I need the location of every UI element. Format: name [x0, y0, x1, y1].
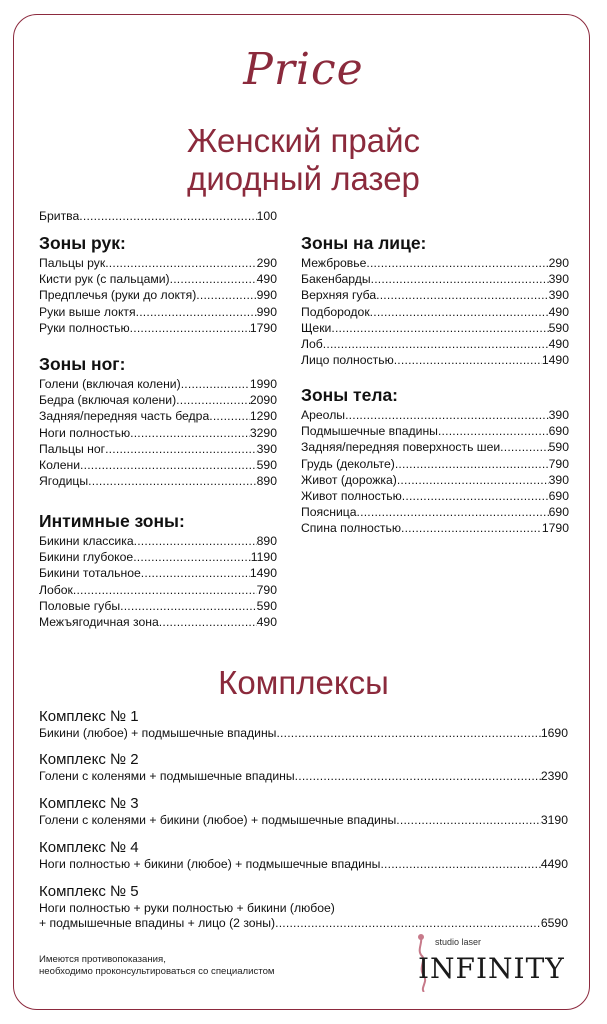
dot-leader [181, 376, 250, 392]
face-list [301, 255, 569, 368]
service-label: Щеки [301, 320, 332, 335]
service-price: 890 [256, 474, 277, 489]
service-label: Лобок [39, 582, 73, 597]
dot-leader [371, 271, 549, 287]
dot-leader [376, 287, 549, 303]
price-row [39, 208, 277, 224]
service-label: Бритва [39, 209, 80, 223]
service-label: Задняя/передняя поверхность шеи [301, 440, 501, 455]
service-price: 690 [548, 424, 569, 439]
complex-desc: + подмышечные впадины + лицо (2 зоны) [39, 916, 276, 930]
title-line-2: диодный лазер [187, 160, 420, 197]
price-row [39, 582, 277, 598]
dot-leader [500, 439, 548, 455]
dot-leader [105, 255, 256, 271]
service-label: Бикини глубокое [39, 550, 134, 565]
service-label: Предплечья (руки до локтя) [39, 288, 197, 303]
service-price: 890 [256, 534, 277, 548]
dot-leader [141, 565, 250, 581]
complex-price: 3190 [540, 813, 568, 827]
complex-name: Комплекс № 1 [39, 708, 139, 725]
price-row [301, 304, 569, 320]
dot-leader [401, 520, 542, 536]
price-row [39, 408, 277, 424]
price-row [39, 614, 277, 630]
service-price: 490 [548, 304, 569, 319]
service-price: 1990 [249, 377, 277, 391]
intimate-list [39, 533, 277, 630]
complex-price: 1690 [540, 726, 568, 740]
service-price: 1790 [249, 320, 277, 335]
complex-name: Комплекс № 5 [39, 883, 139, 900]
dot-leader [105, 441, 257, 457]
service-price: 790 [548, 456, 569, 471]
price-row [301, 423, 569, 439]
dot-leader [80, 457, 257, 473]
dot-leader [295, 769, 541, 784]
price-row [39, 549, 277, 565]
legs-section [39, 353, 277, 489]
dot-leader [357, 504, 549, 520]
section-heading: Зоны рук: [39, 233, 126, 253]
service-price: 1790 [541, 521, 569, 536]
service-price: 290 [548, 256, 569, 270]
logo-brand: INFINITY [418, 952, 565, 985]
service-label: Верхняя губа [301, 288, 377, 303]
dot-leader [196, 287, 256, 303]
service-price: 1490 [249, 566, 277, 581]
price-row [39, 598, 277, 614]
body-list [301, 407, 569, 537]
body-section [301, 384, 569, 537]
service-label: Голени (включая колени) [39, 377, 181, 391]
price-row [301, 336, 569, 352]
service-label: Живот (дорожка) [301, 472, 397, 487]
dot-leader [331, 320, 548, 336]
complex-5 [39, 883, 568, 931]
dot-leader [438, 423, 549, 439]
service-label: Спина полностью [301, 521, 401, 536]
complex-desc: Ноги полностью + бикини (любое) + подмышечные впадины [39, 857, 381, 871]
price-row [301, 472, 569, 488]
price-row [301, 456, 569, 472]
service-price: 790 [256, 582, 277, 597]
service-label: Межбровье [301, 256, 367, 270]
note-line-2: необходимо проконсультироваться со специалистом [39, 965, 275, 977]
complex-desc-line1: Ноги полностью + руки полностью + бикини (любое) [39, 901, 335, 915]
service-price: 490 [256, 272, 277, 287]
service-label: Лицо полностью [301, 353, 394, 368]
dot-leader [402, 488, 549, 504]
complex-3 [39, 795, 568, 828]
price-row [39, 457, 277, 473]
price-row [301, 352, 569, 368]
price-row [301, 255, 569, 271]
dot-leader [370, 304, 549, 320]
price-row [39, 255, 277, 271]
price-row [39, 813, 568, 828]
brand-logo [410, 932, 570, 992]
service-price: 390 [548, 408, 569, 422]
service-label: Ягодицы [39, 474, 89, 489]
title-line-1: Женский прайс [186, 122, 421, 159]
price-row [39, 271, 277, 287]
price-row [301, 504, 569, 520]
complex-desc: Голени с коленями + бикини (любое) + подмышечные впадины [39, 813, 397, 827]
hands-section [39, 232, 277, 336]
dot-leader [323, 336, 549, 352]
price-row [301, 488, 569, 504]
note-line-1: Имеются противопоказания, [39, 954, 166, 965]
price-row [39, 392, 277, 408]
dot-leader [345, 407, 549, 423]
complex-1 [39, 708, 568, 741]
service-label: Пальцы ног [39, 441, 106, 456]
dot-leader [275, 916, 541, 931]
service-label: Поясница [301, 505, 357, 520]
logo-subtitle: studio laser [435, 937, 482, 947]
service-price: 390 [548, 288, 569, 303]
service-label: Межъягодичная зона [39, 615, 159, 630]
service-label: Ноги полностью [39, 425, 131, 440]
service-label: Бикини тотальное [39, 566, 141, 581]
price-row [39, 320, 277, 336]
service-price: 100 [256, 209, 277, 223]
service-price: 2090 [249, 393, 277, 408]
service-label: Лоб [301, 337, 323, 352]
dot-leader [396, 813, 541, 828]
service-price: 490 [548, 337, 569, 352]
price-row [39, 473, 277, 489]
service-label: Ареолы [301, 408, 346, 422]
price-row [39, 916, 568, 931]
service-label: Кисти рук (с пальцами) [39, 272, 170, 287]
service-label: Подмышечные впадины [301, 424, 438, 439]
complex-price: 4490 [540, 857, 568, 871]
price-row [39, 304, 277, 320]
complex-4 [39, 839, 568, 872]
service-price: 990 [256, 288, 277, 303]
service-price: 3290 [249, 425, 277, 440]
dot-leader [366, 255, 548, 271]
service-label: Колени [39, 458, 81, 473]
service-label: Грудь (декольте) [301, 456, 395, 471]
hands-list [39, 255, 277, 336]
legs-list [39, 376, 277, 489]
section-heading: Зоны на лице: [301, 233, 427, 253]
price-row [301, 520, 569, 536]
service-price: 590 [256, 598, 277, 613]
service-label: Задняя/передняя часть бедра [39, 409, 210, 424]
script-title: Price [243, 44, 364, 95]
dot-leader [397, 472, 549, 488]
dot-leader [133, 549, 251, 565]
price-row [301, 407, 569, 423]
price-row [301, 439, 569, 455]
complex-price: 6590 [540, 916, 568, 930]
intimate-section [39, 510, 277, 630]
price-row [39, 441, 277, 457]
section-heading: Зоны тела: [301, 385, 399, 405]
dot-leader [79, 208, 256, 224]
dot-leader [209, 408, 250, 424]
service-label: Бакенбарды [301, 272, 371, 287]
price-row [39, 857, 568, 872]
dot-leader [159, 614, 257, 630]
dot-leader [136, 304, 257, 320]
dot-leader [176, 392, 250, 408]
complex-name: Комплекс № 2 [39, 751, 139, 768]
price-row [301, 320, 569, 336]
complex-name: Комплекс № 4 [39, 839, 139, 856]
price-row [39, 726, 568, 741]
service-label: Руки выше локтя [39, 304, 136, 319]
dot-leader [130, 320, 250, 336]
service-label: Подбородок [301, 304, 370, 319]
service-price: 990 [256, 304, 277, 319]
contraindications-note [39, 954, 275, 977]
complex-desc: Бикини (любое) + подмышечные впадины [39, 726, 277, 740]
price-row [39, 533, 277, 549]
dot-leader [134, 533, 257, 549]
price-row [39, 425, 277, 441]
dot-leader [276, 726, 540, 741]
service-label: Руки полностью [39, 320, 130, 335]
dot-leader [120, 598, 257, 614]
complex-name: Комплекс № 3 [39, 795, 139, 812]
razor-section [39, 208, 277, 224]
service-price: 1290 [249, 409, 277, 424]
dot-leader [394, 352, 542, 368]
service-price: 490 [256, 615, 277, 630]
service-price: 390 [548, 472, 569, 487]
service-label: Бикини классика [39, 534, 134, 548]
complex-price: 2390 [540, 769, 568, 783]
complex-desc: Голени с коленями + подмышечные впадины [39, 769, 295, 783]
service-price: 390 [548, 272, 569, 287]
price-row [39, 565, 277, 581]
price-row [301, 271, 569, 287]
service-label: Пальцы рук [39, 256, 106, 270]
service-price: 590 [548, 320, 569, 335]
service-price: 690 [548, 489, 569, 504]
dot-leader [73, 582, 257, 598]
service-price: 690 [548, 505, 569, 520]
service-price: 1490 [541, 353, 569, 368]
section-heading: Зоны ног: [39, 354, 126, 374]
service-price: 590 [256, 458, 277, 473]
section-heading: Интимные зоны: [39, 511, 185, 531]
dot-leader [395, 456, 549, 472]
service-price: 290 [256, 256, 277, 270]
dot-leader [130, 425, 250, 441]
dot-leader [380, 857, 540, 872]
service-price: 1190 [250, 550, 277, 565]
complex-2 [39, 751, 568, 784]
service-label: Бедра (включая колени) [39, 393, 177, 408]
dot-leader [170, 271, 257, 287]
price-row [39, 376, 277, 392]
service-price: 390 [256, 441, 277, 456]
dot-leader [88, 473, 257, 489]
complexes-title: Комплексы [218, 664, 389, 701]
service-label: Живот полностью [301, 489, 402, 504]
face-section [301, 232, 569, 368]
price-row [39, 769, 568, 784]
page-title [0, 122, 607, 198]
price-row [39, 287, 277, 303]
service-label: Половые губы [39, 598, 121, 613]
service-price: 590 [548, 440, 569, 455]
price-row [301, 287, 569, 303]
